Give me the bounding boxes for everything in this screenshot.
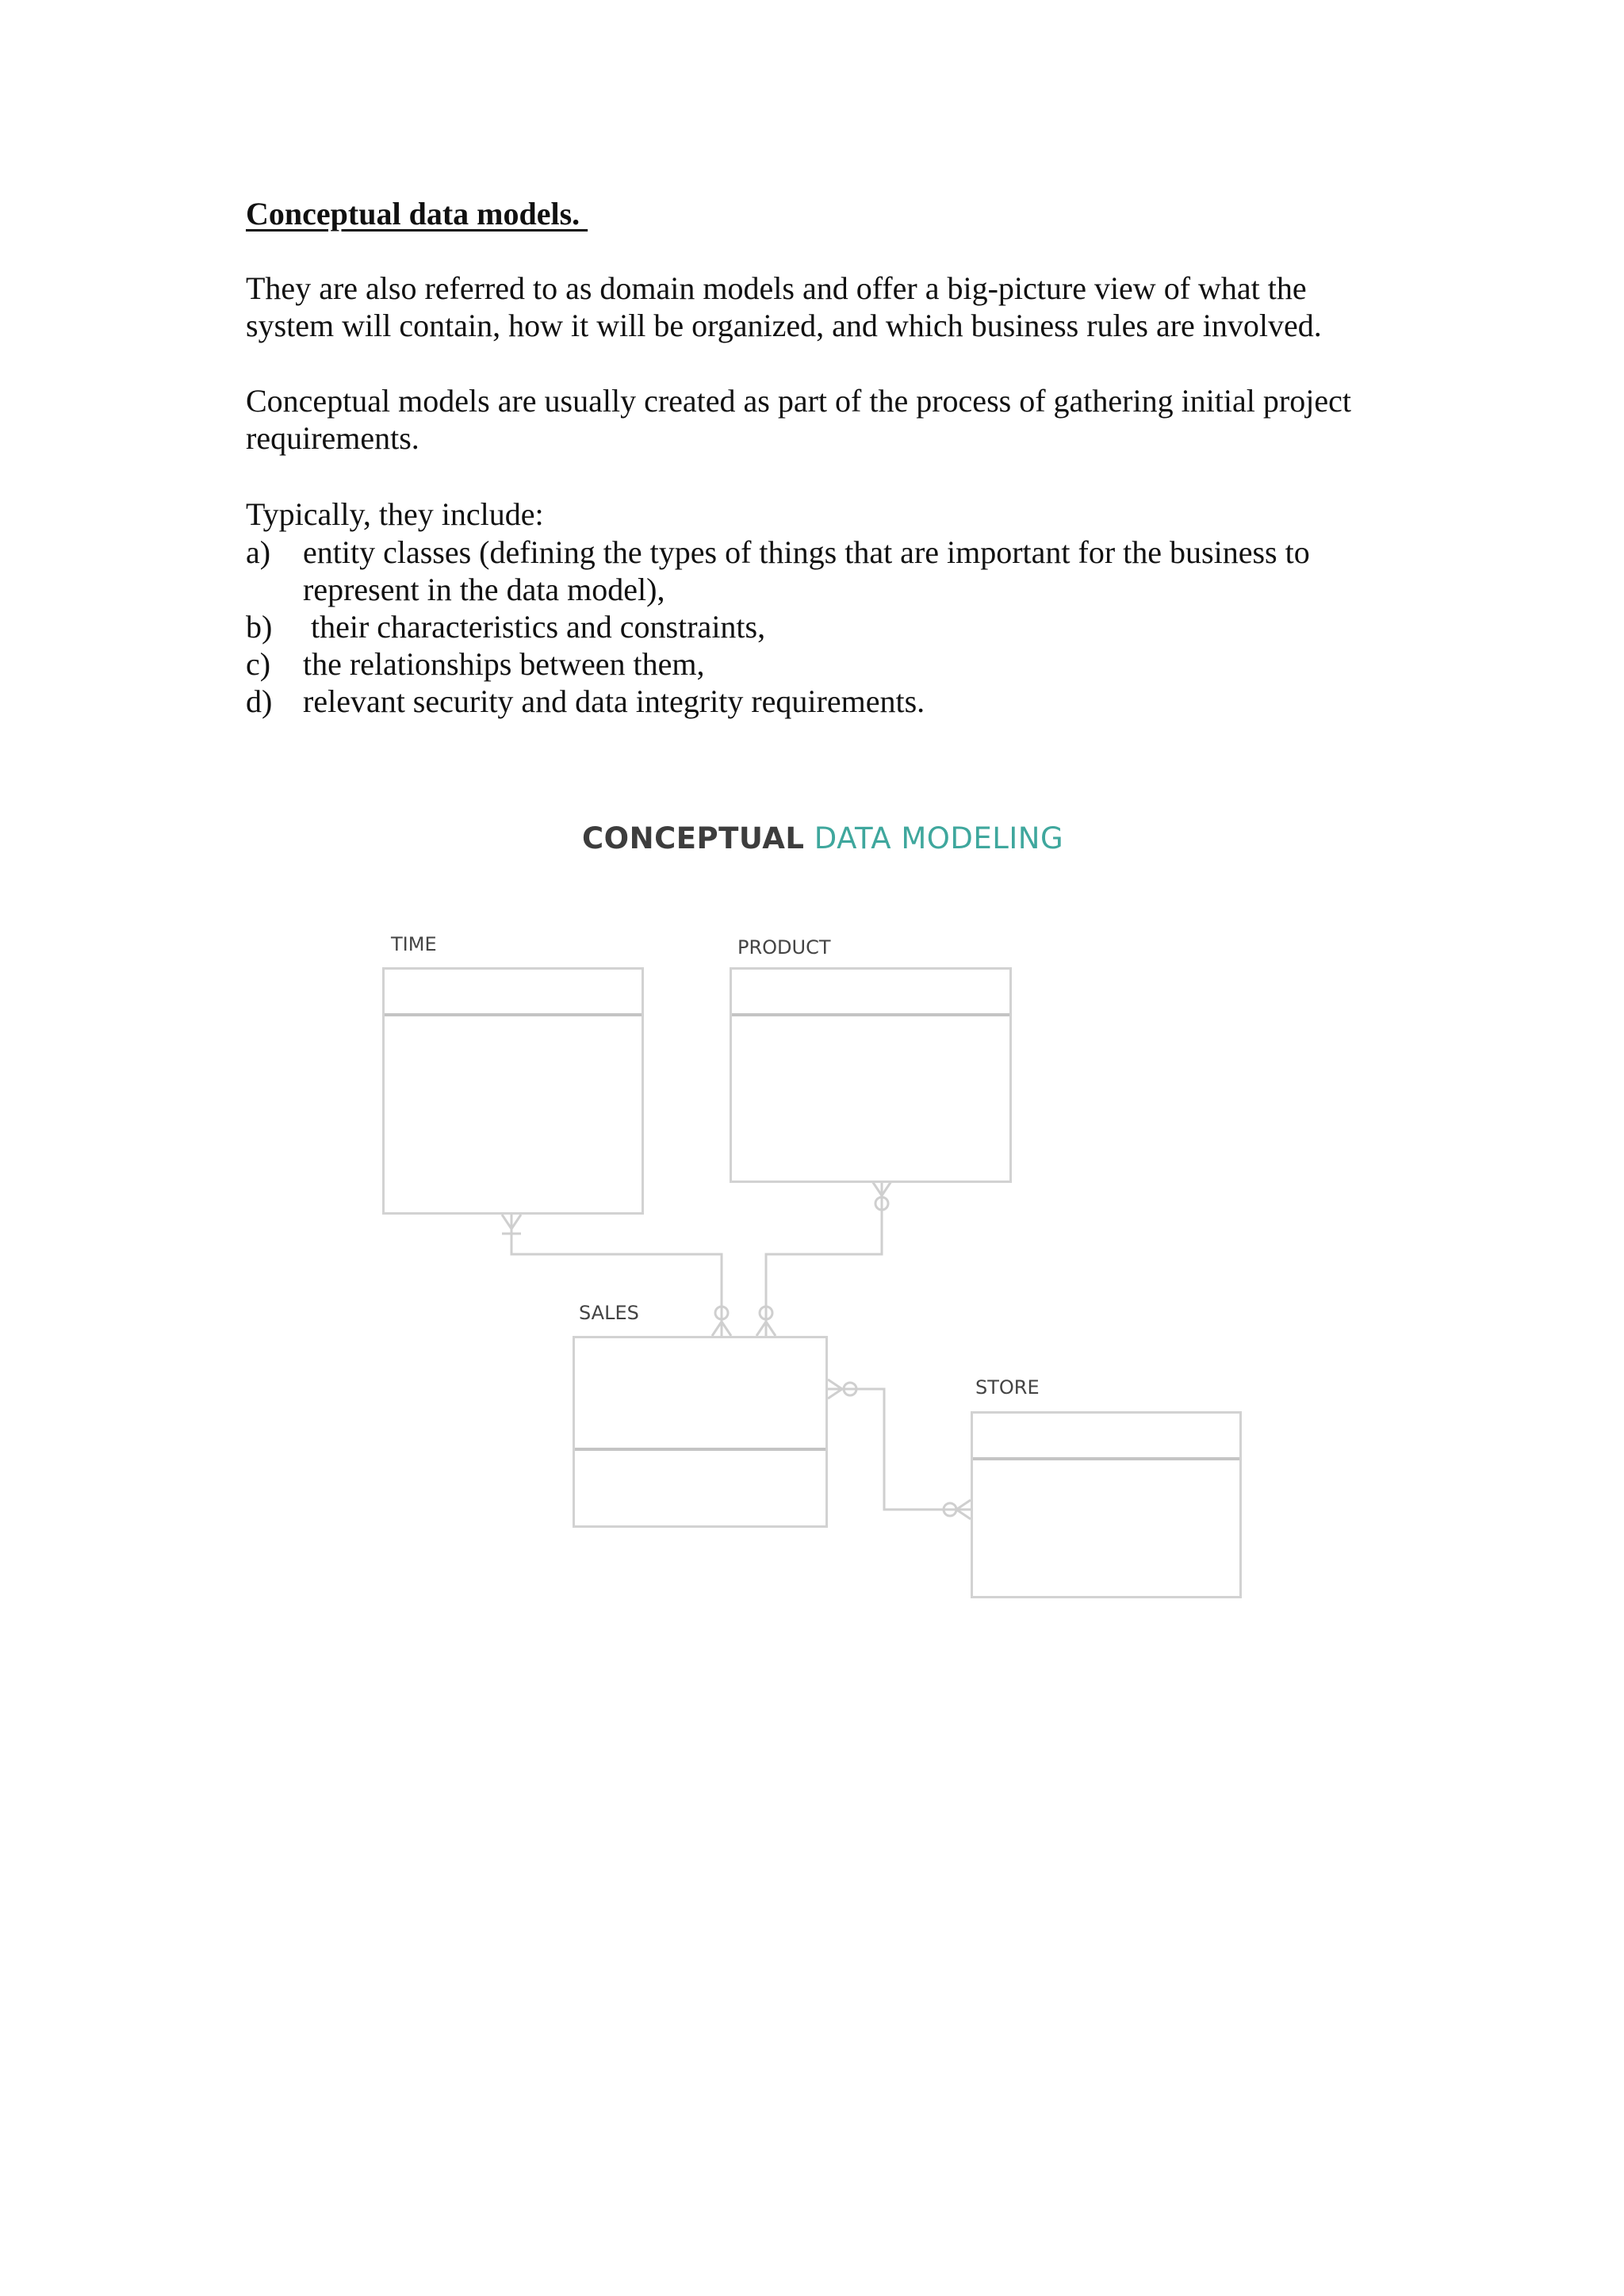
list-item [246, 608, 1356, 645]
entity-key-section [973, 1414, 1239, 1460]
entity-key-section [732, 970, 1009, 1016]
entity-label-sales: SALES [579, 1302, 639, 1324]
entity-label-store: STORE [975, 1376, 1040, 1399]
list-item-text: entity classes (defining the types of things that are important for the business to represent in the data model), [303, 534, 1310, 607]
list-item [246, 645, 1356, 683]
figure-title-bold: CONCEPTUAL [582, 821, 805, 855]
entity-product [730, 967, 1012, 1183]
entity-label-time: TIME [391, 933, 437, 955]
list-marker: c) [246, 646, 271, 682]
includes-list [246, 534, 1356, 720]
conceptual-data-model-figure [349, 809, 1285, 1617]
entity-key-section [575, 1338, 825, 1451]
list-item-text: relevant security and data integrity requirements. [303, 683, 925, 719]
entity-sales [573, 1336, 828, 1528]
list-item [246, 534, 1356, 608]
list-item-text: the relationships between them, [303, 646, 705, 682]
figure-title-light: DATA MODELING [804, 821, 1064, 855]
list-marker: d) [246, 683, 273, 719]
relationship-sales-store [828, 1389, 971, 1510]
paragraph-typically: Typically, they include: [246, 496, 544, 532]
section-heading: Conceptual data models. [246, 196, 588, 232]
list-marker: b) [246, 609, 273, 645]
entity-store [971, 1411, 1242, 1598]
list-item [246, 683, 1356, 720]
entity-label-product: PRODUCT [737, 936, 831, 959]
list-item-text: their characteristics and constraints, [303, 609, 766, 645]
entity-key-section [385, 970, 642, 1016]
paragraph-domain-models: They are also referred to as domain models and offer a big-picture view of what the system will contain, how it will be organized, and which business rules are involved. [246, 270, 1322, 343]
entity-time [382, 967, 644, 1215]
paragraph-requirements: Conceptual models are usually created as part of the process of gathering initial project requirements. [246, 383, 1351, 456]
list-marker: a) [246, 534, 271, 570]
relationship-product-sales [766, 1181, 882, 1336]
